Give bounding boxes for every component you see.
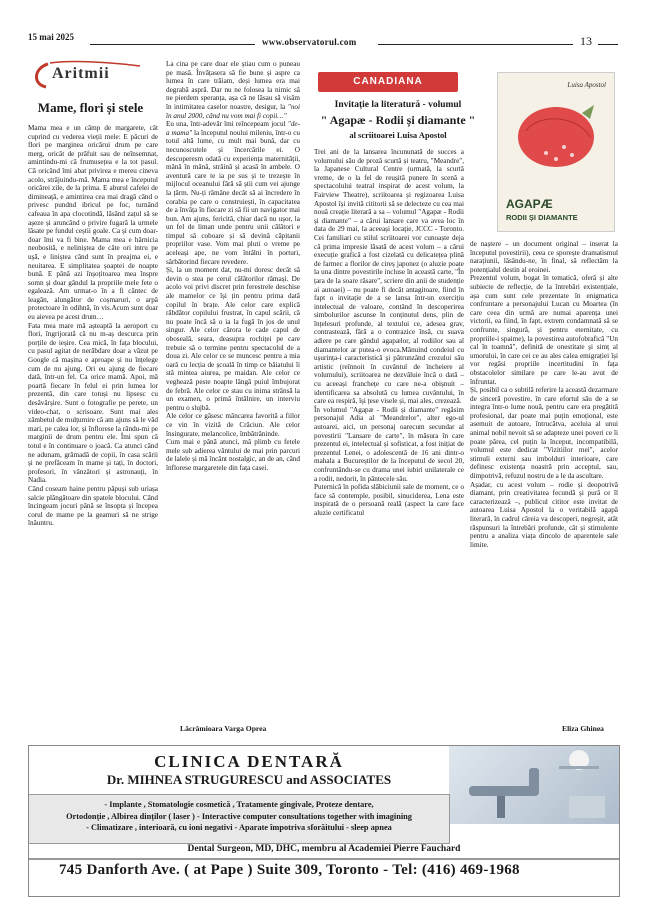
ad-rule	[29, 858, 619, 860]
dental-office-photo	[449, 746, 619, 824]
ad-footer-2: 745 Danforth Ave. ( at Pape ) Suite 309, Toronto - Tel: (416) 469-1968	[59, 862, 520, 878]
article-body-left	[28, 124, 158, 736]
canadiana-banner	[318, 72, 458, 92]
banner-text: CANADIANA	[353, 76, 423, 87]
dental-chair-icon	[449, 746, 619, 824]
cover-title-2: RODII ȘI DIAMANTE	[506, 213, 578, 222]
services-line-1: - Implante , Stomatologie cosmetică , Tratamente gingivale, Proteze dentare,	[104, 800, 374, 809]
body-mid-p2: Eu una, într-adevăr îmi reîncepeam jocul	[166, 120, 286, 129]
services-line-3: - Climatizare , interioară, cu ioni negativi - Aparate împotriva sforăitului - sleep apnea	[86, 823, 392, 832]
body-left-p3: Când coseam haine pentru păpuși sub uriașa salcie plângătoare din spatele blocului. Când încingeam jocuri până se însopta și începea corul de mame pe la geamuri să ne strige înăuntru.	[28, 484, 160, 528]
article-body-middle	[166, 60, 300, 717]
services-line-2: Ortodonție , Albirea dinților ( laser ) - Interactive computer consultations together with imagining	[66, 811, 412, 821]
article-title-mame: Mame, flori și stele	[37, 100, 144, 115]
body-mid-p1: La cina pe care doar ele știau cum o puneau pe masă. Învățasera să fie bune și aspre ca lumea în care trăiam, deși lumea era mai degrabă aspră. Dar nu ne folosea la nimic să ne pierdem speranța, așa că ne lăsau să visăm în intimitatea caselor noastre, desigur, la	[166, 60, 302, 111]
body-mid-p3: la începutul noului mileniu, într-o cu totul altă lume, cu mult mai bună, dar cu necunoscutele și încercările ei. O descoperesm odată cu experiența maternității, mână în mână, străină și acasă în ambele. O aventură care te ia pe sus și te trezește în mijlocul oceanului fără să știi cum vei ajunge la țărm. Nu-ți rămâne decât să ai încredere în corabia pe care o construiești, în capacitatea de a învăța în fiecare zi să fii un navigator mai bun. Am ajuns, fericită, chiar dacă nu ușor, la un fel de liman unde pentru unii călători e timpul să coboare și să devină căpitanii propriilor vase. Vom mai pluti o vreme pe aceleași ape, ne vom întâlni în porturi, sărbătorind fiecare revedere. Și, la un moment dat, nu-mi doresc decât să devin o stea pe cerul călătorilor rămași. De acolo voi privi discret prin ferestrele deschise ale mamelor ce își țin pentru prima dată copilul în brațe. Ale celor care explică răbdător copilului frustrat, în capul scării, că nu poate încă să o ia la fugă în jos de unul singur. Ale celor cărora le cade capul de oboseală, seara, deasupra rochiței pe care trebuie să o termine pentru spectacolul de a doua zi. Ale celor ce se muncesc pentru a mia oară cu lecția de școală în timp ce băiatului îi stă mintea aiurea, pe maidan. Ale celor ce veghează peste noapte lângă puiul îmbujorat de febră. Ale celor ce stau cu inima strânsă la un examen, o primă întâlnire, un interviu pentru o slujbă. Ale celor ce găsesc măncarea favorită a fiilor ce vin în vizită de Crăciun. Ale celor însingurate, melancolice, îmbătrânindе. Cum mai e până atunci, mă plimb cu fetele mele sub adierea vântului de mai prin parcuri de lalele și mă încânt nostalgic, an de an, când înflorese margaretele din fața casei.	[166, 128, 301, 472]
logo-text: Aritmii	[52, 65, 110, 82]
dental-clinic-ad[interactable]	[28, 745, 620, 897]
body-left-p1: Mama mea e un câmp de margarete, cât cuprind cu vederea vieții mele: E păcuri de flori pe marginea oricărui drum pe care merg, oricât de prăfuit sau de neînsemnat, amintindu-mi că frumusețea e la tot pasul. Că oricând îmi abat privirea e mereu cineva acolo, străjuindu-mă. Mama mea e începutul oricărei zile, de la prima. E aburul cafelei de dimineață, e amintirea cea mai dragă când o privesc pundnd ibricul pe foc, turnând cafeaua în apa clocotindă, lăsând zațul să se așeze și aruncând o privire fugară la urmele lăsate pe fundul ceștii goale. Ca și cum doar-doar îmi va fi bine. Mama mea e hărnicia neobosită, e neliniștea de câte ori intru pe ușă, e liniștea când sunt în preajma ei, e neuitarea. E simplitatea șoaptei de noapte bună. E până azi înșoțitoarea mea înspre somn și doar gândul la propriile mele fete o egalează. Am urmat-o în a fi cântec de leagăn, alungător de coșmaruri, o arpă protectoare în odihnă, în vis.Acum sunt doar eu aievea pe acest drum…	[28, 124, 160, 322]
article-right-col-2: de naștere – un document original – inserat la începutul povestirii), ceea ce sporește dramatismul narațiunii, lăsându-ne, în final, să reflectăm la potențialul destin al eroinei. Prezentul volum, bogat în tematică, oferă și alte subiecte de reflecție, de la întrebări existențiale, așa cum sunt cele prezentate în enigmatica confruntare a personajului Lucan cu Moartea (în care ceea din urmă are numai aparența unei victorii, ea fiind, în fapt, extrem condamnată să se confrunte, singură, și pentru eternitate, cu propriile-i spaime), la povestirea autofobrafică "Un cal în toamnă", definită de onestitate și simț al umorului, în care cei ce au ales calea emigrației își vor regăsi propriile incertitudini în fața obstacolelor similare pe care le-au avut de înfruntat. Și, posibil ca o subtilă referire la această dezarmare de sinceră povestire, în care efortul său de a se integra într-o lume nouă, pentru care era pregătită profesional, dar poate mai puțin emoțional, este asemuit de autoare, întrucâtva, aceluia al unui animal nobil nevoit să se adapteze unei poveri ce îi poate părea, cel puțin la început, incompatibilă, volumul este dedicat "Vizitiilor mei", acelor stimuli externi sau imboldurі interioare, care definesc existența noastră prin acceptul, sau, dimpotrivă, refuzul nostru de a le da ascultare. Așadar, cu acest volum – rodie și deopotrivă diamant, prin creativitatea fecundă și pură ce îl caracterizează –, publicul cititor este invitat de autoarea Luisa Apostol la o veritabilă agapă literară, în cadrul căreia va descoperi, negreșit, atât răspunsuri la întrebări profunde, cât și stimulente pentru a analiza viața dincolo de aparentele sale limite.	[470, 240, 618, 549]
header-rule-end	[598, 44, 618, 45]
article-title-line-3: al scriitoarei Luisa Apostol	[349, 130, 447, 140]
header-rule-right	[378, 44, 573, 45]
aritmii-logo	[30, 60, 145, 90]
cover-title-1: AGAPÆ	[506, 197, 553, 211]
pomegranate-icon	[498, 93, 614, 183]
ad-title-1: CLINICA DENTARĂ	[154, 752, 344, 771]
book-cover	[497, 72, 615, 232]
services-box	[29, 794, 450, 844]
issue-date: 15 mai 2025	[28, 32, 74, 42]
article-right-col-1: Trei ani de la lansarea încununată de succes a volumului său de proză scurtă și teatru, "Meandre", la Japanese Cultural Centre (urmată, la scurtă vreme, de o la fel de reușită punere în scenă a spectacolului teatral inspirat de acest volum, la Fairview Theatre), scriitoarea și regizoarea Luisa Apostol își invită cititorii să se delecteze cu cea mai nouă creație literară a sa – volumul "Agapæ - Rodii și diamante" – a cărui lansare care va avea loc în data de 29 mai, la aceeași locație, JCCC - Toronto. Cei familiari cu stilul scriitoarei vor cunoaște deja că prima impresie lăsată de acest volum – a cărui execuție grafică a fost cizelată cu delicatețea plină de farmec a florilor de cireș japonez (o aluzie poate la una dintre povestirile incluse în această carte, "În țara de la soare răsare", scriere din anii de studenție ai autoaei) – nu poate fi decât antagitoare, fiind în fapt o invitație de a se lansa într-un exercițiu intelectual de valoare, contând în descoperirea simbolurilor ascunse în conținutul dens, plin de înțelesuri profunde, al textului ce, adesea grav, contrastează, fără a o contrazice însă, cu suava adiere pe care gândul agapælor, al rodiilor sau al diamantelor ar putea-o evoca.Mănuind condeiul cu ușurința-i caracteristică și pătrunzând crezului său artistic (reînnoit în cuvântul de încheiere al volumului), scriitoarea ne dezvăluie încă o dată – cu aceeași franchețe cu care ne-a obișnuit – identificarea sa absolută cu lumea cuvântului, în care ea respiră, își țese visele și, mai ales, crezează. În volumul "Agapæ - Rodii și diamante" regăsim personajul Adia al "Meandrelor", alter ego-ul autoarei, aici, un personaj oarecum secundar al povestirii "Lansare de carte", în măsura în care prezentul ei, intelectual și sofisticat, a fost inițiat de prezentul Lenei, o adolescentă de 16 ani dintr-o mahala a Bucureștilor de la începutul de secol 20, confruntându-se cu drama unei iubiri unilaterale ce a rodit, nedorit, în pântecele său. Puternică în pofida slăbiciunii sale de moment, ce o face să contemple, posibil, sinuciderea, Lena este inspirată de o persoană reală (aspect la care face aluzie certificatul	[314, 148, 464, 517]
header-rule-left	[90, 44, 255, 45]
ad-title-2: Dr. MIHNEA STRUGURESCU and ASSOCIATES	[106, 772, 392, 787]
article-title-line-1: Invitație la literatură - volumul	[334, 100, 462, 110]
author-middle: Lăcrămioara Varga Oprea	[180, 724, 267, 733]
body-left-p2: Fata mea mare mă așteaptă la aeroport cu flori, îngrijorată că nu m-aș descurca prin porțile de ieșire. Cea mică, în fața blocului, cu pasul agitat de nerăbdare doar a văzut pe Google că mașina e aproape și nu înțelege cum de nu ajung. Ori eu ajung de fiecare dată, într-un fel. Ca orice mamă. Apoi, mă poartă fiecare în felul ei prin lumea lor prezentă, din care totuși nu lipsesc cu desăvârșire. Sunt o fotografie pe perete, un video-chat, o scrisoare. Sunt mai ales zâmbetul de mulțumire că am ajuns să le văd mari, pe calea lor, și înflorese la rându-mi pe marginii de drum pentru ele. Îmi spun că totul e în continuare o joacă. Ca atunci când ne adunam, grămadă de copii, în casa scării și ne prefăceam în mame și tați, în doctori, profesori, în vânzători și astronauți, în Nadia.	[28, 321, 160, 485]
cover-author: Luisa Apostol	[567, 81, 606, 89]
site-url[interactable]: www.observatorul.com	[262, 37, 357, 47]
article-title-line-2: " Agapæ - Rodii și diamante "	[320, 113, 476, 127]
page-number: 13	[580, 34, 592, 48]
quote-de-a-mama: "de-a mama"	[166, 120, 300, 137]
quote-year-2000: "noi în anul 2000, când nu vom mai fi copii…"	[166, 102, 302, 120]
ad-footer-1: Dental Surgeon, MD, DHC, membru al Academiei Pierre Fauchard	[187, 844, 461, 854]
author-right: Eliza Ghinea	[562, 724, 604, 733]
